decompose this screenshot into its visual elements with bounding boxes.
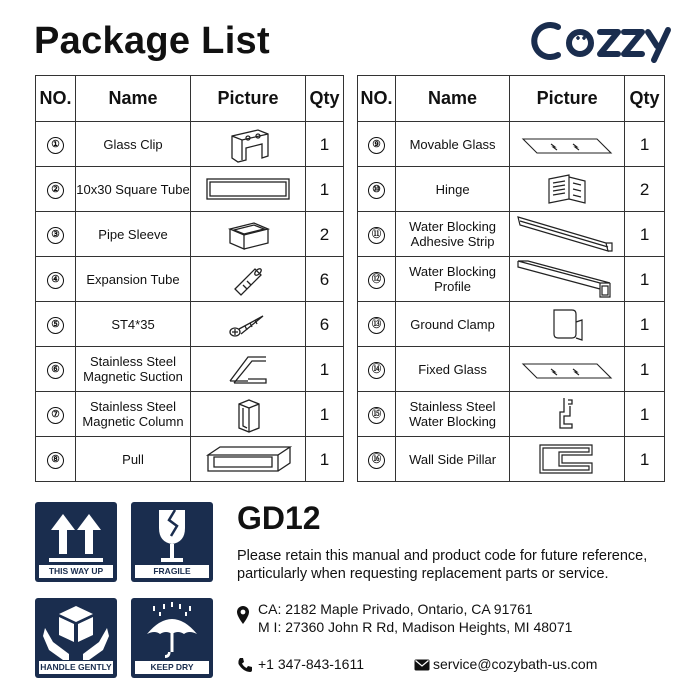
col-name: Name <box>395 76 509 122</box>
handle-gently-label: HANDLE GENTLY <box>40 662 112 672</box>
item-number: ④ <box>47 272 64 289</box>
item-number: ⑮ <box>368 407 385 424</box>
water-blocking-icon <box>542 394 592 434</box>
square-tube-icon <box>203 174 293 204</box>
item-number: ③ <box>47 227 64 244</box>
item-number: ⑦ <box>47 407 64 424</box>
item-qty: 6 <box>306 257 344 302</box>
ground-clamp-icon <box>542 304 592 344</box>
item-name: Stainless Steel Magnetic Suction <box>76 347 191 392</box>
table-row <box>358 167 665 212</box>
this-way-up-badge <box>35 502 117 582</box>
table-row <box>358 302 665 347</box>
table-row <box>36 437 344 482</box>
item-qty: 1 <box>625 302 665 347</box>
magnetic-column-icon <box>223 394 273 434</box>
item-name: Hinge <box>395 167 509 212</box>
item-qty: 1 <box>306 122 344 167</box>
location-pin-icon <box>236 605 250 625</box>
item-name: Fixed Glass <box>395 347 509 392</box>
parts-table-right <box>357 75 665 482</box>
handle-gently-badge <box>35 598 117 678</box>
item-qty: 1 <box>625 437 665 482</box>
email-address[interactable]: service@cozybath-us.com <box>433 656 598 672</box>
col-qty: Qty <box>625 76 665 122</box>
address-mi: M I: 27360 John R Rd, Madison Heights, MI 48071 <box>258 619 573 635</box>
fragile-label: FRAGILE <box>135 565 209 578</box>
table-row <box>358 392 665 437</box>
item-qty: 1 <box>306 437 344 482</box>
table-row <box>36 347 344 392</box>
fragile-badge <box>131 502 213 582</box>
item-number: ⑨ <box>368 137 385 154</box>
package-list-table <box>35 75 665 482</box>
movable-glass-icon <box>517 129 617 159</box>
parts-table-left <box>35 75 344 482</box>
table-row <box>36 392 344 437</box>
address-ca: CA: 2182 Maple Privado, Ontario, CA 91761 <box>258 601 533 617</box>
item-qty: 2 <box>625 167 665 212</box>
item-number: ① <box>47 137 64 154</box>
table-row <box>36 302 344 347</box>
product-code: GD12 <box>237 500 321 536</box>
item-name: Stainless Steel Water Blocking <box>395 392 509 437</box>
table-row <box>358 437 665 482</box>
handling-icons <box>35 502 215 682</box>
adhesive-strip-icon <box>514 213 620 255</box>
wall-pillar-icon <box>532 439 602 479</box>
table-row <box>358 212 665 257</box>
item-qty: 2 <box>306 212 344 257</box>
col-name: Name <box>76 76 191 122</box>
magnetic-suction-icon <box>218 349 278 389</box>
item-number: ⑭ <box>368 362 385 379</box>
table-row <box>358 122 665 167</box>
table-row <box>358 347 665 392</box>
item-name: Movable Glass <box>395 122 509 167</box>
item-number: ⑩ <box>368 182 385 199</box>
address-block <box>258 600 572 636</box>
table-row <box>358 257 665 302</box>
col-picture: Picture <box>191 76 306 122</box>
item-number: ⑥ <box>47 362 64 379</box>
table-row <box>36 212 344 257</box>
item-number: ⑪ <box>368 227 385 244</box>
keep-dry-badge <box>131 598 213 678</box>
mail-icon <box>414 659 430 671</box>
item-number: ⑬ <box>368 317 385 334</box>
item-qty: 6 <box>306 302 344 347</box>
expansion-tube-icon <box>223 261 273 297</box>
keep-dry-label: KEEP DRY <box>135 661 209 674</box>
item-number: ⑤ <box>47 317 64 334</box>
item-qty: 1 <box>625 212 665 257</box>
col-picture: Picture <box>510 76 625 122</box>
item-name: Ground Clamp <box>395 302 509 347</box>
item-name: Pipe Sleeve <box>76 212 191 257</box>
item-qty: 1 <box>306 392 344 437</box>
page-title: Package List <box>34 20 270 62</box>
item-number: ⑯ <box>368 452 385 469</box>
item-qty: 1 <box>625 392 665 437</box>
retain-note: Please retain this manual and product code for future reference, particularly when requesting replacement parts or service. <box>237 548 648 582</box>
fixed-glass-icon <box>517 354 617 384</box>
table-header-row <box>36 76 344 122</box>
item-qty: 1 <box>625 122 665 167</box>
table-header-row <box>358 76 665 122</box>
item-name: Glass Clip <box>76 122 191 167</box>
phone-icon <box>237 657 253 673</box>
item-name: Pull <box>76 437 191 482</box>
item-name: Expansion Tube <box>76 257 191 302</box>
item-number: ⑧ <box>47 452 64 469</box>
hinge-icon <box>537 169 597 209</box>
table-row <box>36 257 344 302</box>
col-qty: Qty <box>306 76 344 122</box>
item-number: ② <box>47 182 64 199</box>
table-row <box>36 167 344 212</box>
item-name: Water Blocking Profile <box>395 257 509 302</box>
table-row <box>36 122 344 167</box>
item-qty: 1 <box>306 347 344 392</box>
item-name: ST4*35 <box>76 302 191 347</box>
col-no: NO. <box>358 76 396 122</box>
cozy-logo <box>530 16 675 66</box>
item-qty: 1 <box>306 167 344 212</box>
item-name: 10x30 Square Tube <box>76 167 191 212</box>
item-qty: 1 <box>625 347 665 392</box>
pull-handle-icon <box>198 441 298 477</box>
phone-number[interactable]: +1 347-843-1611 <box>258 656 364 672</box>
col-no: NO. <box>36 76 76 122</box>
item-name: Wall Side Pillar <box>395 437 509 482</box>
pipe-sleeve-icon <box>218 215 278 253</box>
item-qty: 1 <box>625 257 665 302</box>
screw-icon <box>223 306 273 342</box>
item-name: Stainless Steel Magnetic Column <box>76 392 191 437</box>
item-name: Water Blocking Adhesive Strip <box>395 212 509 257</box>
this-way-up-label: THIS WAY UP <box>39 565 113 578</box>
item-number: ⑫ <box>368 272 385 289</box>
blocking-profile-icon <box>514 257 620 301</box>
glass-clip-icon <box>218 124 278 164</box>
